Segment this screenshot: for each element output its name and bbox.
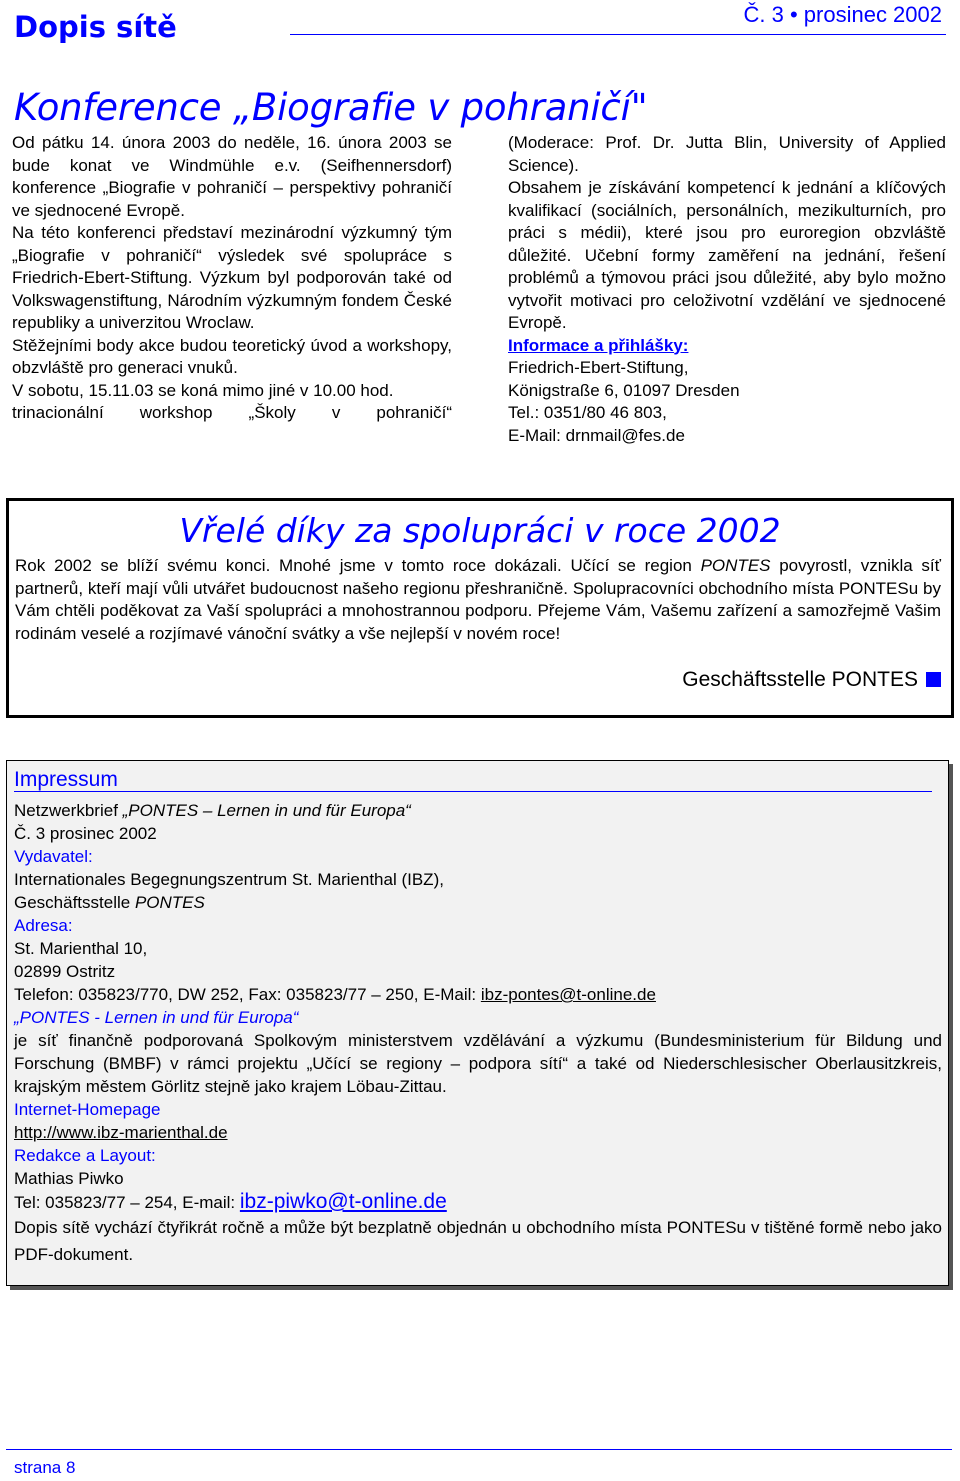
impressum-heading: Impressum xyxy=(14,769,932,792)
impressum-closing: Dopis sítě vychází čtyřikrát ročně a může být bezplatně objednán u obchodního místa PONTESu v tištěné formě nebo jako PDF-dokument. xyxy=(14,1218,942,1264)
conference-paragraph: V sobotu, 15.11.03 se koná mimo jiné v 10.00 hod. xyxy=(12,380,394,400)
thanks-heading: Vřelé díky za spolupráci v roce 2002 xyxy=(179,511,781,550)
impressum-issue: Č. 3 prosinec 2002 xyxy=(14,824,157,843)
square-bullet-icon xyxy=(926,672,941,687)
issue-label: Č. 3 • prosinec 2002 xyxy=(743,2,942,27)
conference-paragraph: Stěžejními body akce budou teoretický úvod a workshopy, obzvláště pro generaci vnuků. xyxy=(12,335,452,377)
signature-text: Geschäftsstelle PONTES xyxy=(682,668,918,691)
homepage-label: Internet-Homepage xyxy=(14,1100,161,1119)
email-link[interactable]: ibz-pontes@t-online.de xyxy=(480,985,656,1004)
thanks-signature xyxy=(682,668,941,692)
conference-paragraph: trinacionální workshop „Školy v pohraničí“ xyxy=(12,403,452,422)
contact-line: Telefon: 035823/770, DW 252, Fax: 035823/77 – 250, E-Mail: ibz-pontes@t-online.de xyxy=(14,985,656,1004)
thanks-box xyxy=(6,498,954,718)
conference-heading: Konference „Biografie v pohraničí" xyxy=(14,86,648,129)
impressum-line: Netzwerkbrief „PONTES – Lernen in und für Europa“ xyxy=(14,801,411,820)
conference-paragraph: Na této konferenci představí mezinárodní výzkumný tým „Biografie v pohraničí“ výsledek své spolupráce s Friedrich-Ebert-Stiftung. Výzkum byl podporován také od Volkswagenstiftung, Národním výzkumným fondem České republiky a univerzitou Wroclaw. xyxy=(12,223,452,332)
newsletter-name: „PONTES – Lernen in und für Europa“ xyxy=(122,801,411,820)
impressum-box xyxy=(6,760,949,1286)
thanks-pontes: PONTES xyxy=(700,556,771,575)
homepage-link[interactable]: http://www.ibz-marienthal.de xyxy=(14,1123,228,1142)
conference-paragraph: Od pátku 14. února 2003 do neděle, 16. února 2003 se bude konat ve Windmühle e.v. (Seifhennersdorf) konference „Biografie v pohraničí – perspektivy pohraničí ve sjednocené Evropě. xyxy=(12,133,452,220)
info-line: Tel.: 0351/80 46 803, xyxy=(508,403,667,422)
info-line: Friedrich-Ebert-Stiftung, xyxy=(508,358,689,377)
editor-contact: Tel: 035823/77 – 254, E-mail: ibz-piwko@t-online.de xyxy=(14,1190,447,1213)
conference-paragraph: Obsahem je získávání kompetencí k jednání a klíčových kvalifikací (sociálních, personálních, mezikulturních, pro práci s médii), které jsou pro euroregion obzvláště důležité. Učební formy zaměření na jednání, řešení problémů a týmovou práci jsou důležité, aby bylo možno vytvořit motivaci pro celoživotní vzdělání ve sjednocené Evropě. xyxy=(508,178,946,332)
header-divider xyxy=(290,34,946,35)
editor-name: Mathias Piwko xyxy=(14,1169,124,1188)
thanks-text-part: povyrostl, vznikla síť partnerů, kteří mají vůli utvářet budoucnost našeho regionu přeshraničně. Spolupracovníci obchodního místa PONTESu by Vám chtěli poděkovat za Vaší spolupráci a mnohostrannou podporu. Přejeme Vám, Vašemu zařízení a samozřejmě Vašim rodinám veselé a rozjímavé vánoční svátky a vše nejlepší v novém roce! xyxy=(15,556,941,643)
editor-label: Redakce a Layout: xyxy=(14,1146,156,1165)
address-line: St. Marienthal 10, xyxy=(14,939,148,958)
thanks-text-part: Rok 2002 se blíží svému konci. Mnohé jsme v tomto roce dokázali. Učící se region xyxy=(15,556,701,575)
address-label: Adresa: xyxy=(14,916,73,935)
impressum-content xyxy=(14,769,942,1268)
info-line: Königstraße 6, 01097 Dresden xyxy=(508,380,740,400)
address-line: 02899 Ostritz xyxy=(14,962,116,981)
thanks-text xyxy=(15,555,941,645)
info-line: E-Mail: drnmail@fes.de xyxy=(508,425,685,445)
conference-left-column xyxy=(12,132,452,425)
editor-email-link[interactable]: ibz-piwko@t-online.de xyxy=(239,1190,447,1213)
page-number: strana 8 xyxy=(14,1458,76,1477)
pontes-description: je síť finančně podporovaná Spolkovým ministerstvem vzdělávání a výzkumu (Bundesministerium für Bildung und Forschung (BMBF) v rámci projektu „Učící se regiony – podpora sítí“ a také od Niederschlesischer Oberlausitzkreis, krajským městem Görlitz stejně jako krajem Löbau-Zittau. xyxy=(14,1031,942,1096)
publisher-line: Geschäftsstelle PONTES xyxy=(14,893,205,912)
publisher-label: Vydavatel: xyxy=(14,847,93,866)
info-heading: Informace a přihlášky: xyxy=(508,335,689,355)
pontes-label: „PONTES - Lernen in und für Europa“ xyxy=(14,1008,299,1027)
publisher-line: Internationales Begegnungszentrum St. Marienthal (IBZ), xyxy=(14,870,444,889)
footer-divider xyxy=(6,1449,952,1450)
newsletter-title: Dopis sítě xyxy=(14,10,177,44)
conference-right-column xyxy=(508,132,946,447)
conference-paragraph: (Moderace: Prof. Dr. Jutta Blin, University of Applied Science). xyxy=(508,133,946,175)
